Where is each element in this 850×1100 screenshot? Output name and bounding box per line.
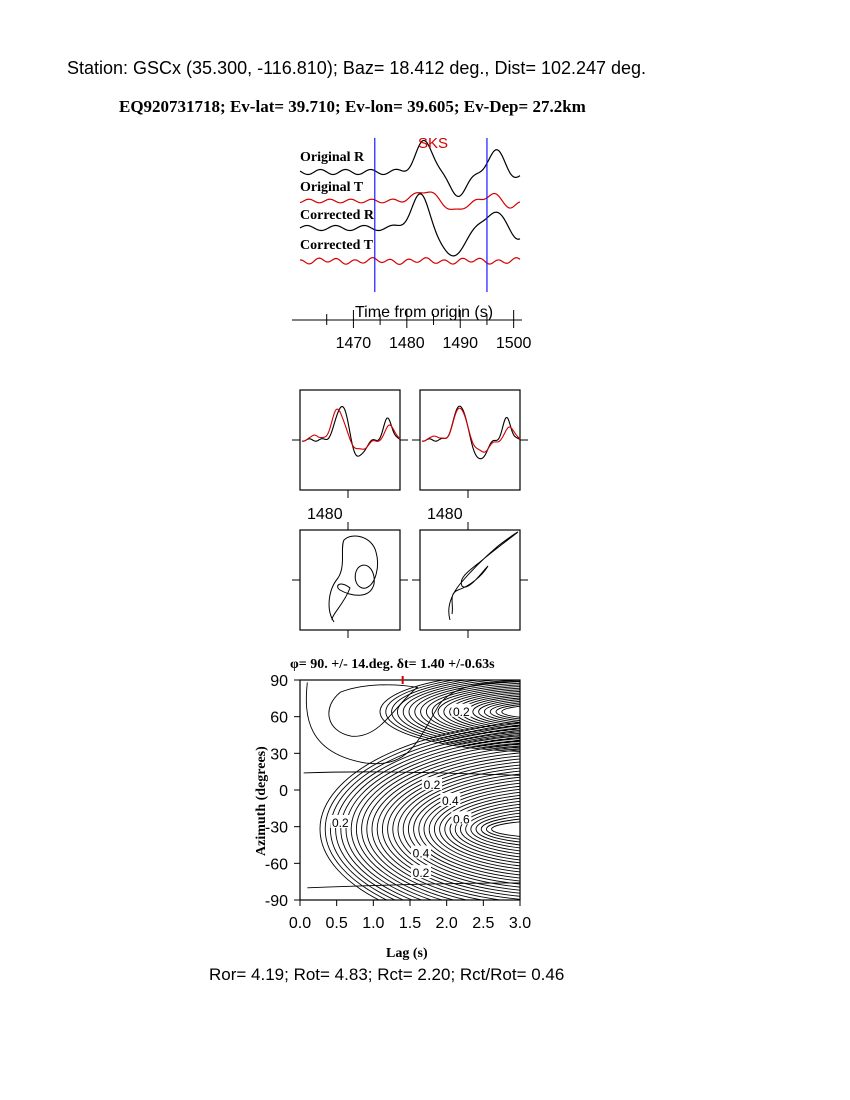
overlay-tick-label-corrected: 1480 <box>427 506 463 523</box>
contour-level <box>380 672 700 752</box>
trace-label-original-t: Original T <box>300 180 364 195</box>
summary-stats-line: Ror= 4.19; Rot= 4.83; Rct= 2.20; Rct/Rot= 0.46 <box>209 965 565 984</box>
time-tick-label: 1470 <box>335 335 372 352</box>
contour-label: 0.4 <box>441 794 459 808</box>
contour-label: 0.2 <box>423 778 441 793</box>
contour-level <box>471 808 649 850</box>
error-surface-ticks <box>265 673 531 932</box>
contour-level <box>409 680 671 744</box>
lag-tick-label: 0.5 <box>325 915 348 932</box>
azimuth-tick-label: -60 <box>264 856 288 874</box>
contour-level <box>496 704 584 720</box>
contour-label: 0.6 <box>452 812 470 827</box>
contour-level <box>450 796 670 862</box>
contour-level <box>346 736 774 922</box>
contour-level <box>429 784 691 874</box>
trace-label-corrected-t: Corrected T <box>300 238 373 253</box>
waveform-overlay-panels <box>292 390 528 523</box>
contour-level <box>467 696 613 728</box>
lag-tick-label: 2.0 <box>435 915 458 932</box>
contour-level <box>408 772 711 886</box>
lag-tick-label: 1.0 <box>362 915 385 932</box>
contour-level <box>450 691 631 733</box>
contour-level <box>325 724 795 934</box>
contour-level <box>414 775 707 883</box>
station-info-line: Station: GSCx (35.300, -116.810); Baz= 18.412 deg., Dist= 102.247 deg. <box>67 58 647 78</box>
lag-tick-label: 0.0 <box>288 915 312 932</box>
overlay-curve-1-1 <box>422 408 520 452</box>
contour-label: 0.2 <box>331 816 349 830</box>
contour-level <box>320 721 800 937</box>
contour-level <box>424 781 696 877</box>
contour-level <box>452 693 624 731</box>
particle-path-corrected <box>449 532 518 620</box>
time-tick-label: 1480 <box>389 335 425 352</box>
contour-level <box>476 811 644 847</box>
lag-axis-label: Lag (s) <box>386 946 428 961</box>
trace-label-corrected-r: Corrected R <box>300 208 374 223</box>
particle-box-corrected <box>420 530 520 630</box>
seismogram-panel <box>292 135 532 352</box>
azimuth-tick-label: 30 <box>270 746 288 764</box>
phase-label-sks: SKS <box>418 135 449 152</box>
azimuth-tick-label: 0 <box>279 783 288 800</box>
contour-level <box>460 802 659 856</box>
time-tick-label: 1490 <box>442 335 479 352</box>
overlay-curve-0-1 <box>302 409 400 449</box>
particle-curves <box>292 522 528 638</box>
contour-level <box>393 763 727 895</box>
contour-level <box>445 793 675 865</box>
azimuth-tick-label: 60 <box>270 709 288 727</box>
particle-box-original <box>300 530 400 630</box>
contour-level <box>466 805 655 853</box>
contour-level <box>492 820 629 838</box>
overlay-tick-label-original: 1480 <box>307 506 343 523</box>
contour-label: 0.4 <box>412 846 430 861</box>
azimuth-tick-label: -30 <box>264 819 288 837</box>
contour-level <box>356 742 763 916</box>
contour-level <box>419 778 701 880</box>
contour-label: 0.2 <box>412 866 430 881</box>
contour-level <box>486 817 633 841</box>
overlay-box-corrected <box>420 390 520 490</box>
contour-min-loop <box>329 685 417 737</box>
contour-level <box>398 766 722 892</box>
error-surface-title: φ= 90. +/- 14.deg. δt= 1.40 +/-0.63s <box>290 657 495 672</box>
contour-level <box>397 677 682 747</box>
contour-level <box>362 745 759 913</box>
contour-level <box>377 754 743 904</box>
lag-tick-label: 3.0 <box>508 915 532 932</box>
contour-level <box>473 697 607 726</box>
time-tick-label: 1500 <box>495 335 532 352</box>
contour-level <box>502 705 578 718</box>
contour-label: 0.2 <box>452 704 470 719</box>
time-axis-label: Time from origin (s) <box>355 304 494 321</box>
error-surface-panel <box>254 657 800 961</box>
particle-motion-panels <box>292 522 528 638</box>
contour-level <box>484 701 595 723</box>
azimuth-tick-label: 90 <box>270 673 288 690</box>
overlay-curves <box>292 406 528 498</box>
lag-tick-label: 2.5 <box>472 915 495 932</box>
contour-level <box>341 733 779 925</box>
lag-tick-label: 1.5 <box>398 915 422 932</box>
contour-level <box>479 699 602 725</box>
contour-level <box>392 675 689 749</box>
trace-label-original-r: Original R <box>300 150 365 165</box>
contour-level <box>481 814 639 844</box>
contour-level <box>434 787 685 871</box>
azimuth-tick-label: -90 <box>264 893 288 910</box>
contour-lines <box>304 672 800 937</box>
event-info-line: EQ920731718; Ev-lat= 39.710; Ev-lon= 39.605; Ev-Dep= 27.2km <box>119 97 586 116</box>
particle-path-original <box>329 536 377 622</box>
contour-level <box>490 702 590 721</box>
azimuth-axis-label: Azimuth (degrees) <box>254 746 269 856</box>
